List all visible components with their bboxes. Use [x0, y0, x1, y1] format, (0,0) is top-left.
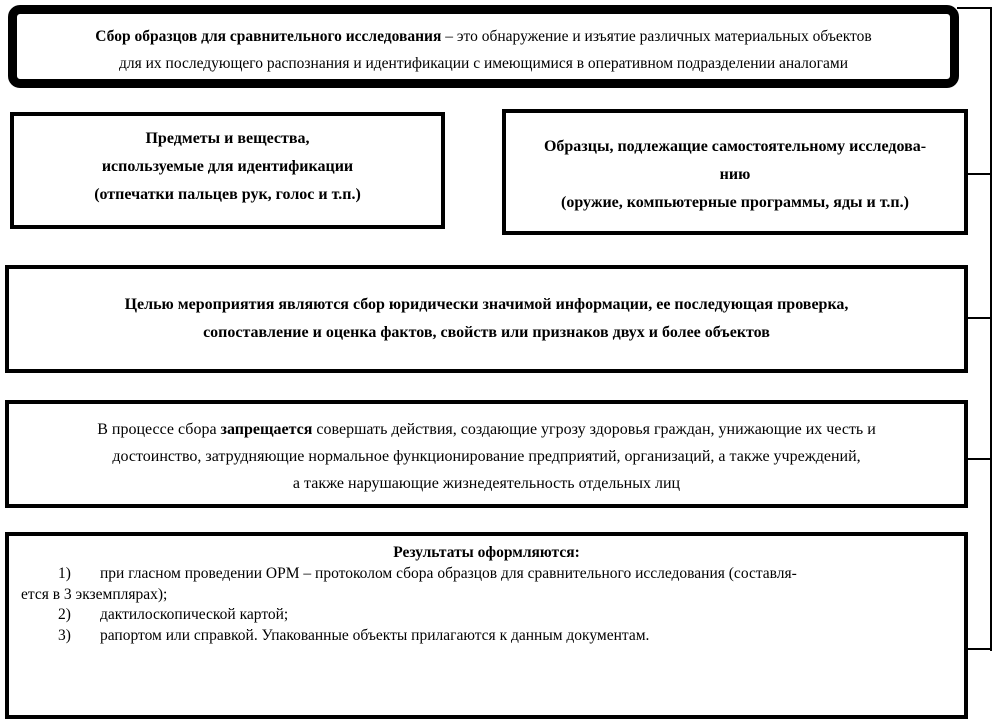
- results-item3: [9, 626, 964, 647]
- results-item1-marker: 1): [58, 565, 71, 582]
- prohibition-line2: достоинство, затрудняющие нормальное функционирование предприятий, организаций, а также учреждений,: [112, 448, 861, 465]
- self-research-samples-text: [506, 113, 964, 217]
- purpose-line1: Целью мероприятия являются сбор юридически значимой информации, ее последующая проверка,: [124, 296, 849, 313]
- items-line3: (отпечатки пальцев рук, голос и т.п.): [94, 186, 361, 203]
- purpose-box: [5, 265, 968, 373]
- definition-box: [8, 5, 959, 88]
- definition-term: Сбор образцов для сравнительного исследования: [95, 28, 442, 45]
- connector-top-horizontal-line: [957, 7, 992, 9]
- connector-vertical-line: [990, 7, 992, 651]
- results-text: [9, 536, 964, 646]
- results-box: [5, 532, 968, 719]
- results-item3-text: рапортом или справкой. Упакованные объекты прилагаются к данным документам.: [100, 626, 650, 644]
- definition-line1: [17, 23, 950, 50]
- results-heading: Результаты оформляются:: [393, 544, 580, 561]
- prohibition-keyword: запрещается: [220, 421, 313, 438]
- identification-items-box: [10, 112, 445, 229]
- identification-items-text: [14, 116, 441, 209]
- definition-rest: – это обнаружение и изъятие различных материальных объектов: [441, 28, 872, 45]
- self-research-samples-box: [502, 109, 968, 235]
- prohibition-line1: [9, 416, 964, 443]
- items-line1: Предметы и вещества,: [145, 130, 310, 147]
- samples-line3: (оружие, компьютерные программы, яды и т.п.): [561, 194, 909, 211]
- samples-line2: нию: [719, 166, 751, 183]
- prohibition-post: совершать действия, создающие угрозу здоровья граждан, унижающие их честь и: [312, 421, 876, 438]
- results-item1-text1: при гласном проведении ОРМ – протоколом сбора образцов для сравнительного исследования (составля-: [100, 565, 797, 582]
- samples-line1: Образцы, подлежащие самостоятельному исследова-: [543, 138, 927, 155]
- results-item2: [9, 605, 964, 626]
- prohibition-text: [9, 404, 964, 497]
- results-item1-line1: [9, 564, 964, 585]
- purpose-text: [9, 269, 964, 347]
- definition-line2: для их последующего распознания и идентификации с имеющимися в оперативном подразделении аналогами: [118, 55, 849, 72]
- connector-tick-prohibition-box: [968, 458, 990, 460]
- prohibition-pre: В процессе сбора: [97, 421, 221, 438]
- items-line2: используемые для идентификации: [101, 158, 354, 175]
- results-item3-marker: 3): [58, 626, 71, 644]
- connector-tick-purpose-box: [968, 317, 990, 319]
- prohibition-box: [5, 400, 968, 508]
- results-item2-marker: 2): [58, 606, 71, 623]
- results-item1-line2: ется в 3 экземплярах);: [21, 585, 168, 603]
- definition-text: [17, 14, 950, 77]
- prohibition-line3: а также нарушающие жизнедеятельность отдельных лиц: [292, 475, 681, 492]
- results-item2-text: дактилоскопической картой;: [100, 606, 289, 623]
- connector-tick-samples-box: [968, 173, 990, 175]
- purpose-line2: сопоставление и оценка фактов, свойств или признаков двух и более объектов: [203, 324, 770, 341]
- connector-tick-results-box: [968, 648, 990, 650]
